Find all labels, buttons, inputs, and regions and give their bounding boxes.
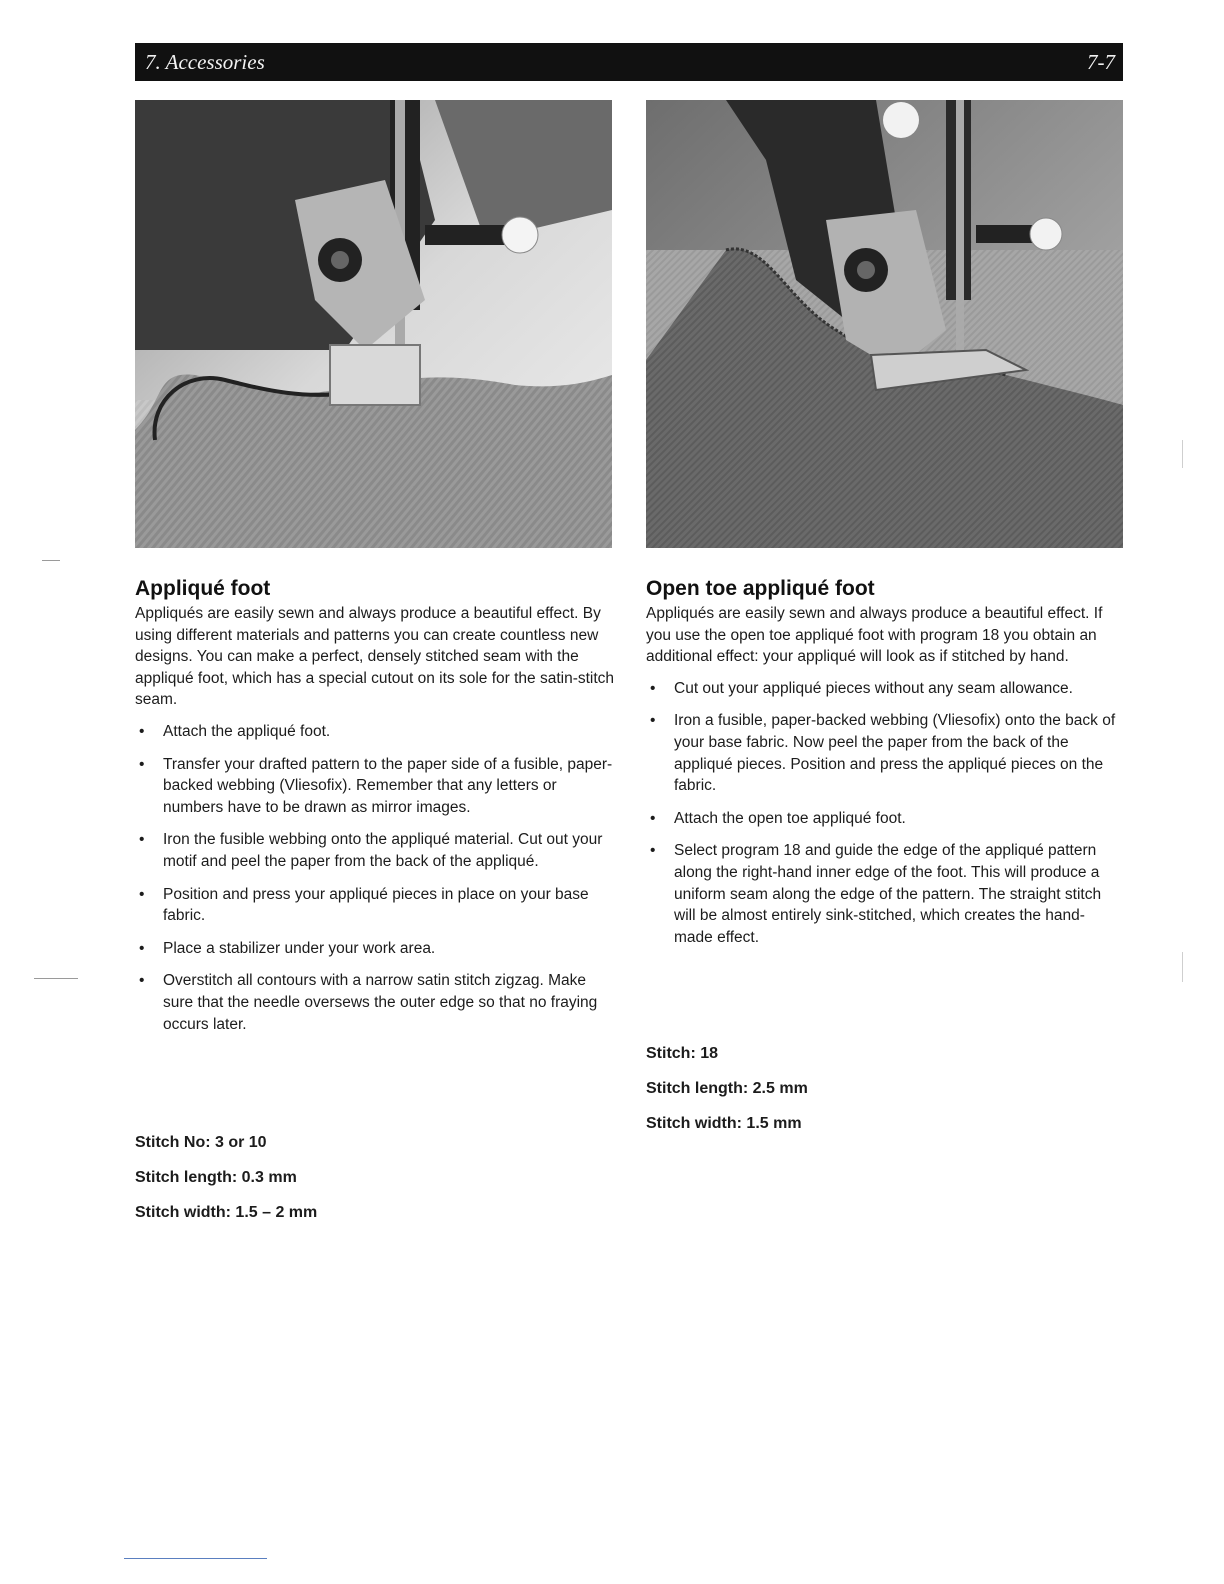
step-text: Select program 18 and guide the edge of the appliqué pattern along the right-hand inner edge of the foot. This will produce a uniform seam along the edge of the pattern. The straight stitch will be almost entirely sink-stitched, which creates the hand-made effect.	[674, 842, 1102, 946]
bullet: •	[139, 939, 145, 957]
step-text: Place a stabilizer under your work area.	[163, 939, 436, 957]
stitch-settings	[135, 1132, 619, 1237]
stitch-width: Stitch width: 1.5 mm	[646, 1115, 802, 1132]
step-text: Position and press your appliqué pieces in place on your base fabric.	[163, 885, 589, 925]
scan-edge-mark	[1182, 952, 1183, 982]
section-heading: Appliqué foot	[135, 577, 271, 600]
step-text: Attach the appliqué foot.	[163, 722, 331, 740]
bullet: •	[139, 755, 145, 773]
bullet: •	[139, 972, 145, 990]
step-text: Cut out your appliqué pieces without any seam allowance.	[674, 679, 1073, 697]
bullet: •	[650, 809, 656, 827]
section-title: 7. Accessories	[145, 50, 265, 74]
steps-list	[646, 678, 1121, 949]
scan-edge-mark	[1182, 440, 1183, 468]
bullet: •	[650, 842, 656, 860]
list-item	[646, 678, 1121, 700]
bullet: •	[650, 712, 656, 730]
applique-foot-section	[135, 576, 619, 1221]
intro-paragraph: Appliqués are easily sewn and always produce a beautiful effect. If you use the open toe appliqué foot with program 18 you obtain an additional effect: your appliqué will look as if stitched by hand.	[646, 605, 1103, 666]
applique-foot-photo	[135, 100, 612, 548]
open-toe-applique-foot-photo	[646, 100, 1123, 548]
open-toe-applique-foot-section	[646, 576, 1121, 1132]
list-item	[135, 970, 619, 1035]
list-item	[646, 710, 1121, 796]
page-number: 7-7	[1087, 50, 1115, 74]
page-header	[135, 43, 1123, 81]
stitch-length: Stitch length: 0.3 mm	[135, 1169, 297, 1186]
intro-paragraph: Appliqués are easily sewn and always produce a beautiful effect. By using different materials and patterns you can create countless new designs. You can make a perfect, densely stitched seam with the appliqué foot, which has a special cutout on its sole for the satin-stitch seam.	[135, 605, 615, 709]
scan-edge-mark	[42, 560, 60, 561]
steps-list	[135, 721, 619, 1035]
step-text: Attach the open toe appliqué foot.	[674, 809, 906, 827]
list-item	[135, 829, 619, 872]
bullet: •	[139, 831, 145, 849]
list-item	[646, 808, 1121, 830]
bullet: •	[650, 679, 656, 697]
list-item	[135, 721, 619, 743]
list-item	[135, 884, 619, 927]
step-text: Iron the fusible webbing onto the appliqué material. Cut out your motif and peel the paper from the back of the appliqué.	[163, 831, 603, 870]
stitch-settings	[646, 1043, 1121, 1148]
stitch-width: Stitch width: 1.5 – 2 mm	[135, 1204, 318, 1221]
stitch-length: Stitch length: 2.5 mm	[646, 1080, 808, 1097]
stitch-number: Stitch No: 3 or 10	[135, 1134, 267, 1151]
bullet: •	[139, 722, 145, 740]
step-text: Iron a fusible, paper-backed webbing (Vliesofix) onto the back of your base fabric. Now peel the paper from the back of the appliqué pieces. Position and press the appliqué pieces on the fabric.	[674, 712, 1116, 795]
step-text: Transfer your drafted pattern to the paper side of a fusible, paper-backed webbing (Vliesofix). Remember that any letters or numbers have to be drawn as mirror images.	[163, 755, 613, 816]
list-item	[135, 754, 619, 819]
bullet: •	[139, 885, 145, 903]
section-heading: Open toe appliqué foot	[646, 577, 875, 600]
step-text: Overstitch all contours with a narrow satin stitch zigzag. Make sure that the needle oversews the outer edge so that no fraying occurs later.	[163, 972, 598, 1033]
scan-edge-mark	[34, 978, 78, 979]
stitch-number: Stitch: 18	[646, 1045, 719, 1062]
footer-rule	[124, 1558, 267, 1559]
list-item	[135, 938, 619, 960]
list-item	[646, 840, 1121, 948]
